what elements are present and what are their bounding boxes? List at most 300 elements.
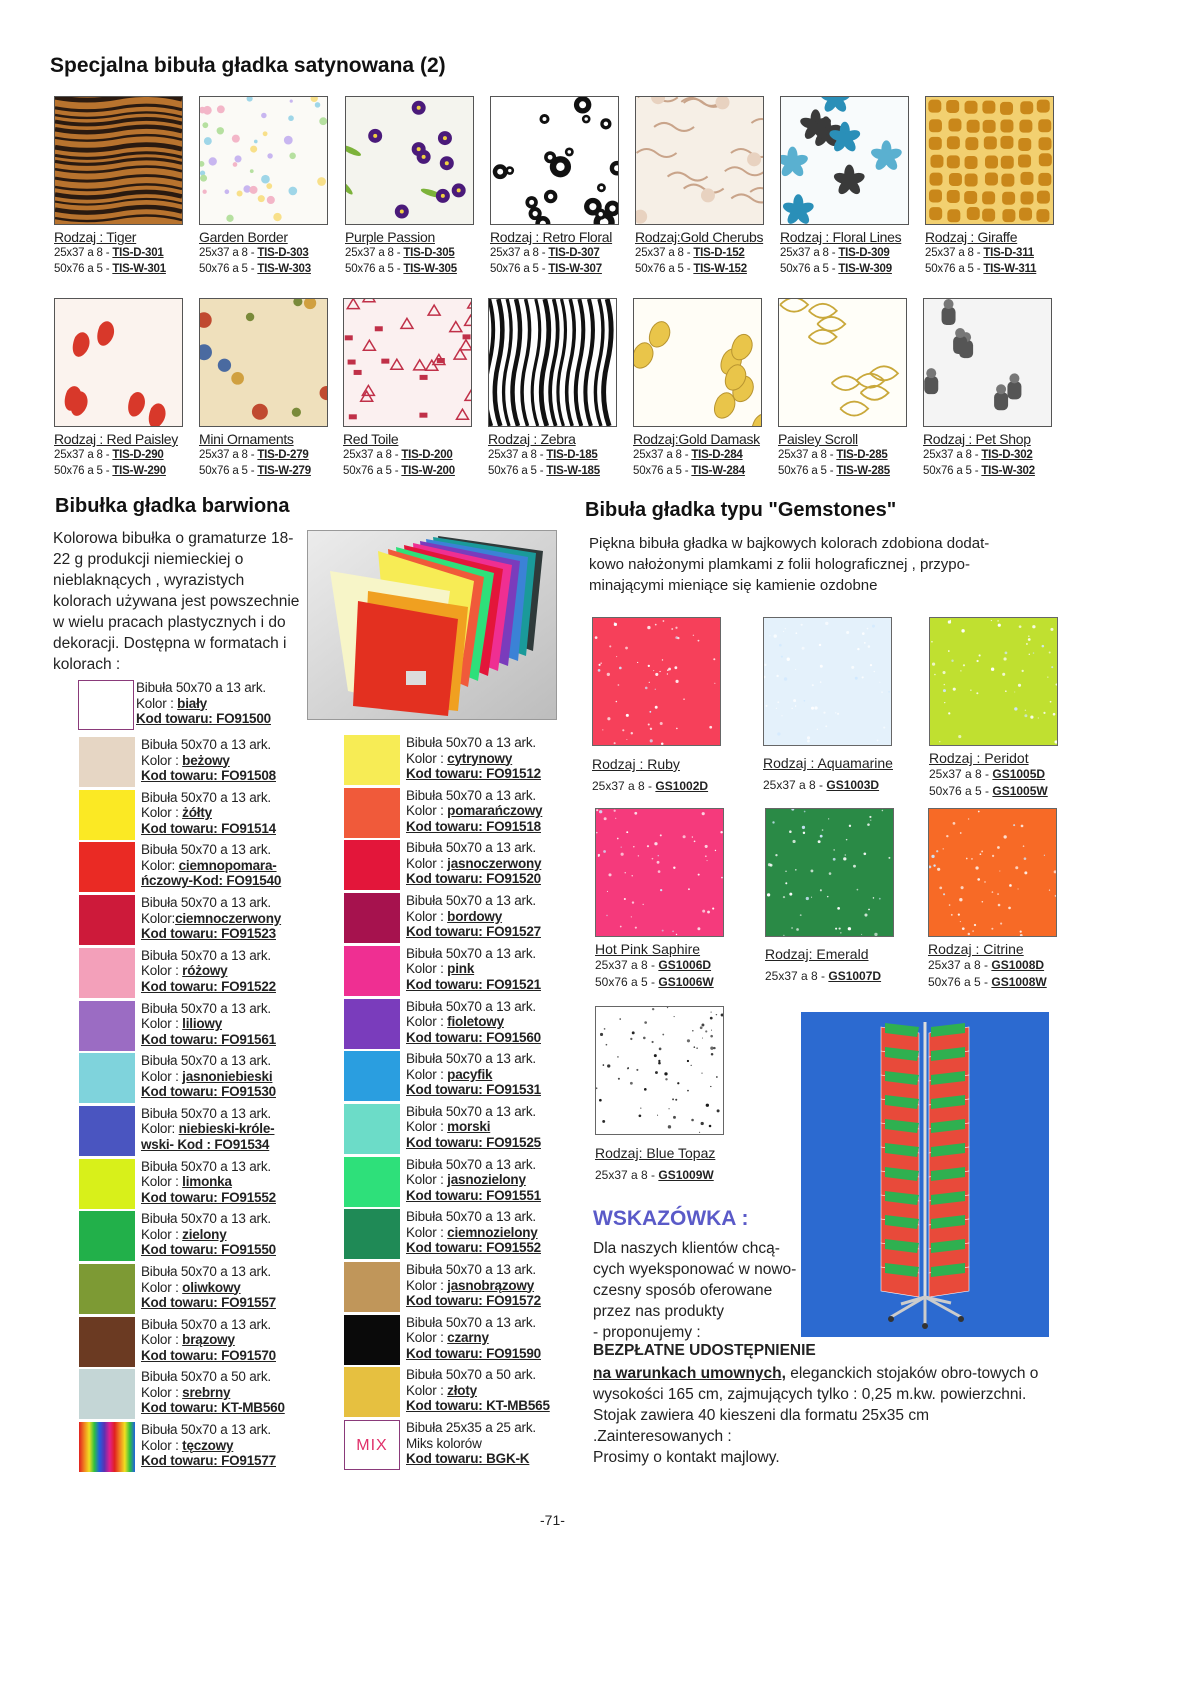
pattern-size-small <box>343 447 472 463</box>
pattern-name: Rodzaj : Pet Shop <box>923 431 1031 447</box>
colour-name: tęczowy <box>182 1437 234 1453</box>
colour-format: Bibuła 50x70 a 13 ark. <box>141 1316 271 1332</box>
colour-prefix: Kolor : <box>406 1014 448 1029</box>
colour-text <box>406 893 541 940</box>
colour-prefix: Kolor : <box>406 961 448 977</box>
gemstone-item <box>592 617 721 795</box>
colour-item <box>344 1367 594 1419</box>
pattern-size-small <box>490 245 619 261</box>
pattern-size-small <box>199 245 328 261</box>
colour-swatch <box>344 1209 400 1259</box>
colour-name: jasnoniebieski <box>182 1068 273 1084</box>
size-label: 50x76 a 5 - <box>199 465 258 477</box>
colour-format: Bibuła 50x70 a 50 ark. <box>406 1367 536 1383</box>
gemstone-name: Rodzaj: Blue Topaz <box>595 1145 716 1161</box>
barwiona-description: Kolorowa bibułka o gramaturze 18-22 g produkcji niemieckiej o nieblaknących , wyrazistych kolorach używana jest powszechnie w wielu pracach plastycznych i do dekoracji. Dostępna w formatach i kolorach : <box>53 530 300 673</box>
colour-code: Kod towaru: FO91590 <box>406 1345 541 1361</box>
colour-name: srebrny <box>182 1384 231 1400</box>
colour-swatch <box>79 1264 135 1314</box>
pattern-swatch <box>633 298 762 427</box>
colour-text <box>141 1422 276 1469</box>
colour-swatch <box>344 1051 400 1101</box>
colour-format: Bibuła 50x70 a 13 ark. <box>141 1264 271 1279</box>
colour-name: czarny <box>447 1330 489 1346</box>
colour-prefix: Kolor : <box>141 752 183 768</box>
size-label: 50x76 a 5 - <box>928 975 992 989</box>
gemstone-swatch <box>763 617 892 746</box>
product-code: TIS-W-185 <box>546 465 600 477</box>
colour-name-line <box>406 1225 541 1241</box>
size-label: 50x76 a 5 - <box>929 784 993 798</box>
colour-swatch <box>79 1001 135 1051</box>
tip-heading: WSKAZÓWKA : <box>593 1207 749 1230</box>
pattern-name: Rodzaj : Tiger <box>54 229 137 245</box>
colour-format: Bibuła 25x35 a 25 ark. <box>406 1420 536 1436</box>
colour-swatch <box>79 1422 135 1472</box>
colour-item <box>79 1106 329 1158</box>
pattern-item <box>778 298 907 479</box>
size-label: 25x37 a 8 - <box>488 449 547 461</box>
colour-text <box>141 1211 276 1258</box>
colour-item <box>344 1104 594 1156</box>
colour-code: Kod towaru: FO91523 <box>141 926 276 942</box>
colour-prefix: Kolor : <box>406 1277 448 1293</box>
colour-swatch <box>79 1211 135 1261</box>
size-label: 50x76 a 5 - <box>633 465 692 477</box>
pattern-item <box>925 96 1054 277</box>
colour-text <box>406 1367 550 1414</box>
pattern-swatch <box>635 96 764 225</box>
gemstone-item <box>595 1006 724 1184</box>
pattern-size-large <box>925 261 1054 277</box>
colour-swatch <box>344 1420 400 1470</box>
pattern-item <box>343 298 472 479</box>
colour-format: Bibuła 50x70 a 13 ark. <box>406 893 536 909</box>
colour-item <box>79 895 329 947</box>
product-code: TIS-D-302 <box>981 449 1033 461</box>
pattern-item <box>54 96 183 277</box>
colour-name: limonka <box>182 1174 232 1190</box>
pattern-item <box>780 96 909 277</box>
pattern-name: Rodzaj:Gold Cherubs <box>635 229 764 245</box>
pattern-size-large <box>345 261 474 277</box>
page-number: -71- <box>540 1512 565 1528</box>
colour-format: Bibuła 50x70 a 13 ark. <box>141 895 271 911</box>
colour-name-line <box>406 1067 541 1083</box>
colour-text <box>406 999 541 1046</box>
colour-code: Kod towaru: FO91560 <box>406 1029 541 1045</box>
pattern-name: Paisley Scroll <box>778 431 858 447</box>
colour-item <box>344 1315 594 1367</box>
colour-name: pink <box>447 961 475 977</box>
colour-swatch <box>79 842 135 892</box>
colour-code: Kod towaru: FO91531 <box>406 1082 541 1098</box>
product-code: GS1008W <box>991 975 1047 989</box>
colour-item <box>79 842 329 894</box>
colour-prefix: Kolor : <box>406 1382 448 1398</box>
colour-format: Bibuła 50x70 a 13 ark. <box>406 787 536 803</box>
colour-swatch <box>344 893 400 943</box>
product-code: GS1009W <box>658 1168 714 1182</box>
colour-prefix: Kolor : <box>406 1066 448 1082</box>
colour-item <box>79 1264 329 1316</box>
colour-name: morski <box>447 1119 491 1135</box>
colour-format: Bibuła 50x70 a 13 ark. <box>406 735 536 750</box>
product-code: TIS-D-284 <box>691 449 743 461</box>
pattern-item <box>199 96 328 277</box>
size-label: 50x76 a 5 - <box>490 263 549 275</box>
colour-name-line <box>141 1280 276 1296</box>
colour-code: Kod towaru: FO91521 <box>406 976 541 992</box>
gemstone-item <box>928 808 1057 991</box>
tip-rest <box>593 1363 1063 1468</box>
gemstone-size-small <box>595 1167 724 1184</box>
colour-name: niebieski-króle- <box>178 1121 275 1137</box>
pattern-size-large <box>343 463 472 479</box>
product-code: TIS-D-200 <box>401 449 453 461</box>
colour-code: Kod towaru: FO91508 <box>141 768 276 783</box>
colour-code: Kod towaru: FO91530 <box>141 1084 276 1100</box>
colour-text <box>141 1159 276 1206</box>
colour-text <box>406 1157 541 1204</box>
colour-format: Bibuła 50x70 a 13 ark. <box>141 1158 271 1174</box>
colour-name-line <box>406 1172 541 1188</box>
product-code: GS1005W <box>992 784 1048 798</box>
gemstone-swatch <box>928 808 1057 937</box>
colour-name-line <box>406 961 541 977</box>
product-code: TIS-W-302 <box>981 465 1035 477</box>
colour-format: Bibuła 50x70 a 13 ark. <box>141 1053 271 1069</box>
size-label: 50x76 a 5 - <box>635 263 694 275</box>
size-label: 25x37 a 8 - <box>925 247 984 259</box>
gemstone-size-large <box>928 974 1057 991</box>
colour-text <box>141 1317 276 1364</box>
size-label: 25x37 a 8 - <box>633 449 692 461</box>
pattern-swatch <box>54 298 183 427</box>
tip-rest-4: .Zainteresowanych : <box>593 1428 732 1445</box>
colour-swatch <box>79 1317 135 1367</box>
product-code: TIS-W-284 <box>691 465 745 477</box>
colour-format: Bibuła 50x70 a 13 ark. <box>141 947 271 963</box>
pattern-size-small <box>54 447 183 463</box>
size-label: 25x37 a 8 - <box>780 247 839 259</box>
gemstones-heading: Bibuła gładka typu "Gemstones" <box>585 499 897 521</box>
colour-prefix: Kolor : <box>141 1384 183 1400</box>
colour-name: jasnoczerwony <box>447 855 542 871</box>
colour-prefix: Kolor : <box>141 1174 183 1190</box>
size-label: 25x37 a 8 - <box>928 958 992 972</box>
colour-item <box>344 1262 594 1314</box>
colour-format: Bibuła 50x70 a 13 ark. <box>406 1156 536 1172</box>
pattern-swatch <box>54 96 183 225</box>
product-code: TIS-D-303 <box>257 247 309 259</box>
product-code: TIS-D-301 <box>112 247 164 259</box>
colour-text <box>141 1001 276 1048</box>
colour-prefix: Kolor : <box>141 1279 183 1295</box>
colour-code: Kod towaru: FO91552 <box>406 1240 541 1256</box>
pattern-size-large <box>488 463 617 479</box>
gemstone-name: Rodzaj : Ruby <box>592 756 680 772</box>
colour-prefix: Kolor : <box>406 908 448 924</box>
colour-item <box>344 893 594 945</box>
product-code: GS1002D <box>655 779 709 793</box>
size-label: 50x76 a 5 - <box>780 263 839 275</box>
product-code: GS1008D <box>991 958 1045 972</box>
pattern-name: Mini Ornaments <box>199 431 294 447</box>
colour-name-line <box>406 856 541 872</box>
colour-item <box>79 1369 329 1421</box>
pattern-name: Rodzaj:Gold Damask <box>633 431 760 447</box>
colour-format: Bibuła 50x70 a 13 ark. <box>406 1262 536 1277</box>
product-code: GS1006W <box>658 975 714 989</box>
size-label: 25x37 a 8 - <box>763 778 827 792</box>
pattern-size-large <box>199 261 328 277</box>
size-label: 25x37 a 8 - <box>54 247 113 259</box>
colour-text <box>406 1104 541 1151</box>
colour-prefix: Kolor : <box>406 803 448 819</box>
colour-name: zielony <box>182 1226 227 1242</box>
product-code: TIS-D-279 <box>257 449 309 461</box>
colour-code: Kod towaru: FO91527 <box>406 924 541 940</box>
gemstone-name: Rodzaj : Peridot <box>929 750 1029 766</box>
colour-prefix: Kolor : <box>141 1068 183 1084</box>
pattern-swatch <box>199 298 328 427</box>
colour-code: Kod towaru: KT-MB560 <box>141 1400 285 1416</box>
colour-text <box>136 680 271 727</box>
colour-item <box>79 1053 329 1105</box>
size-label: 50x76 a 5 - <box>595 975 659 989</box>
pattern-size-large <box>54 261 183 277</box>
colour-text <box>141 948 276 995</box>
pattern-item <box>345 96 474 277</box>
tip-rest-2: wysokości 165 cm, zajmujących tylko : 0,25 m.kw. powierzchni. <box>593 1386 1027 1403</box>
colour-prefix: Kolor : <box>141 1332 183 1348</box>
colour-code: Kod towaru: FO91518 <box>406 818 541 834</box>
product-code: TIS-W-290 <box>112 465 166 477</box>
gemstone-size-small <box>765 968 894 985</box>
colour-name: ciemnoczerwony <box>175 910 282 926</box>
colour-prefix: Kolor: <box>141 857 179 873</box>
colour-swatch <box>344 1315 400 1365</box>
size-label: 25x37 a 8 - <box>923 449 982 461</box>
colour-text <box>406 840 541 887</box>
colour-prefix: Kolor: <box>141 1121 179 1137</box>
product-code: TIS-W-309 <box>838 263 892 275</box>
page-title: Specjalna bibuła gładka satynowana (2) <box>50 54 446 77</box>
size-label: 25x37 a 8 - <box>345 247 404 259</box>
gemstone-item <box>765 808 894 985</box>
gemstone-item <box>929 617 1058 800</box>
gemstone-swatch <box>592 617 721 746</box>
colour-code: wski- Kod : FO91534 <box>141 1136 270 1152</box>
gemstone-size-small <box>928 957 1057 974</box>
tip-rest-1: eleganckich stojaków obro-towych o <box>785 1365 1039 1382</box>
pattern-size-small <box>780 245 909 261</box>
product-code: TIS-W-307 <box>548 263 602 275</box>
pattern-name: Rodzaj : Floral Lines <box>780 229 902 245</box>
colour-item <box>344 1051 594 1103</box>
colour-prefix: Kolor : <box>141 805 183 821</box>
colour-name: bordowy <box>447 908 503 924</box>
gemstone-size-small <box>595 957 724 974</box>
size-label: 50x76 a 5 - <box>923 465 982 477</box>
colour-name-line <box>406 1278 541 1294</box>
colour-format: Bibuła 50x70 a 13 ark. <box>406 1209 536 1225</box>
pattern-size-large <box>635 261 764 277</box>
display-rack-photo <box>801 1012 1049 1337</box>
colour-format: Bibuła 50x70 a 13 ark. <box>141 789 271 805</box>
colour-item <box>344 1420 594 1472</box>
gemstone-name: Rodzaj: Emerald <box>765 946 869 962</box>
colour-name-line <box>141 1332 276 1348</box>
pattern-swatch <box>925 96 1054 225</box>
product-code: TIS-W-200 <box>401 465 455 477</box>
colour-swatch <box>344 788 400 838</box>
colour-item <box>344 840 594 892</box>
product-code: GS1007D <box>828 969 882 983</box>
colour-code: Kod towaru: FO91570 <box>141 1347 276 1363</box>
colour-swatch <box>79 790 135 840</box>
colour-prefix: Kolor : <box>406 855 448 871</box>
colour-swatch <box>79 1159 135 1209</box>
colour-code: Kod towaru: FO91577 <box>141 1453 276 1469</box>
colour-swatch <box>79 1106 135 1156</box>
pattern-size-small <box>778 447 907 463</box>
colour-name: oliwkowy <box>182 1279 241 1295</box>
colour-name: liliowy <box>182 1016 223 1031</box>
size-label: 50x76 a 5 - <box>488 465 547 477</box>
pattern-size-large <box>199 463 328 479</box>
colour-code: Kod towaru: FO91520 <box>406 871 541 887</box>
product-code: TIS-D-285 <box>836 449 888 461</box>
colour-item <box>79 1159 329 1211</box>
colour-name-line <box>406 1119 541 1135</box>
colour-name-line <box>406 751 541 767</box>
colour-name-line <box>406 1383 550 1399</box>
product-code: TIS-W-303 <box>257 263 311 275</box>
tip-line: czesny sposób oferowane <box>593 1282 773 1299</box>
product-code: TIS-W-285 <box>836 465 890 477</box>
colour-name: Miks kolorów <box>406 1435 482 1451</box>
pattern-size-small <box>923 447 1052 463</box>
colour-item <box>79 1317 329 1369</box>
size-label: 25x37 a 8 - <box>778 449 837 461</box>
pattern-swatch <box>488 298 617 427</box>
tip-rest-5: Prosimy o kontakt majlowy. <box>593 1449 780 1466</box>
size-label: 25x37 a 8 - <box>595 1168 659 1182</box>
colour-swatch <box>79 737 135 787</box>
colour-format: Bibuła 50x70 a 13 ark. <box>406 1051 536 1067</box>
colour-name-line <box>141 911 281 927</box>
product-code: GS1005D <box>992 767 1046 781</box>
colour-format: Bibuła 50x70 a 13 ark. <box>141 737 271 752</box>
colour-code: Kod towaru: FO91512 <box>406 766 541 781</box>
tip-paragraph <box>593 1238 798 1343</box>
colour-name: jasnozielony <box>447 1172 526 1188</box>
gemstone-size-large <box>595 974 724 991</box>
tip-rest-3: Stojak zawiera 40 kieszeni dla formatu 25x35 cm <box>593 1407 929 1424</box>
size-label: 50x76 a 5 - <box>54 465 113 477</box>
pattern-name: Rodzaj : Red Paisley <box>54 431 178 447</box>
mix-label: MIX <box>356 1437 388 1455</box>
colour-prefix: Kolor : <box>406 1330 448 1346</box>
pattern-item <box>633 298 762 479</box>
tip-bold: BEZPŁATNE UDOSTĘPNIENIE <box>593 1342 816 1359</box>
colour-code: ńczowy-Kod: FO91540 <box>141 873 282 889</box>
colour-swatch <box>79 1053 135 1103</box>
size-label: 25x37 a 8 - <box>54 449 113 461</box>
colour-name-line <box>141 1438 276 1454</box>
colour-text <box>141 1369 285 1416</box>
pattern-swatch <box>345 96 474 225</box>
gemstone-item <box>763 617 893 794</box>
product-code: TIS-W-279 <box>257 465 311 477</box>
pattern-item <box>635 96 764 277</box>
colour-name: ciemnozielony <box>447 1224 538 1240</box>
colour-name-line <box>141 1016 276 1032</box>
colour-format: Bibuła 50x70 a 13 ark. <box>406 998 536 1014</box>
pattern-size-large <box>54 463 183 479</box>
size-label: 50x76 a 5 - <box>925 263 984 275</box>
pattern-size-small <box>345 245 474 261</box>
tip-line: Dla naszych klientów chcą- <box>593 1240 780 1257</box>
colour-name-line <box>406 1014 541 1030</box>
size-label: 25x37 a 8 - <box>929 767 993 781</box>
pattern-size-small <box>54 245 183 261</box>
product-code: GS1006D <box>658 958 712 972</box>
size-label: 50x76 a 5 - <box>778 465 837 477</box>
colour-text <box>406 946 541 993</box>
colour-name: różowy <box>182 963 228 979</box>
pattern-item <box>199 298 328 479</box>
colour-text <box>406 1315 541 1362</box>
size-label: 25x37 a 8 - <box>765 969 829 983</box>
colour-text <box>141 895 281 942</box>
colour-text <box>141 1106 274 1153</box>
colour-item <box>344 1157 594 1209</box>
size-label: 25x37 a 8 - <box>635 247 694 259</box>
size-label: 25x37 a 8 - <box>592 779 656 793</box>
gemstone-name: Hot Pink Saphire <box>595 941 701 957</box>
pattern-swatch <box>199 96 328 225</box>
product-code: TIS-D-185 <box>546 449 598 461</box>
pattern-size-small <box>635 245 764 261</box>
colour-format: Bibuła 50x70 a 13 ark. <box>141 1105 271 1121</box>
colour-code: Kod towaru: FO91500 <box>136 711 271 726</box>
colour-prefix: Kolor : <box>141 1016 183 1031</box>
colour-code: Kod towaru: FO91557 <box>141 1295 276 1310</box>
colour-text <box>406 788 542 835</box>
colour-name: fioletowy <box>447 1014 504 1029</box>
colour-swatch <box>344 1157 400 1207</box>
colour-text <box>141 737 276 784</box>
colour-text <box>141 842 281 889</box>
product-code: TIS-W-311 <box>983 263 1037 275</box>
pattern-item <box>490 96 619 277</box>
colour-name-line <box>141 1121 274 1137</box>
colour-prefix: Kolor : <box>406 1172 448 1188</box>
product-code: TIS-D-311 <box>983 247 1034 259</box>
colour-format: Bibuła 50x70 a 13 ark. <box>406 1314 536 1330</box>
colour-swatch <box>344 999 400 1049</box>
gemstone-size-small <box>763 777 893 794</box>
product-code: TIS-D-305 <box>403 247 455 259</box>
colour-text <box>406 1209 541 1256</box>
colour-name-line <box>141 1069 276 1085</box>
colour-code: Kod towaru: KT-MB565 <box>406 1398 550 1414</box>
colour-swatch <box>78 680 134 730</box>
colour-format: Bibuła 50x70 a 13 ark. <box>141 1422 271 1438</box>
